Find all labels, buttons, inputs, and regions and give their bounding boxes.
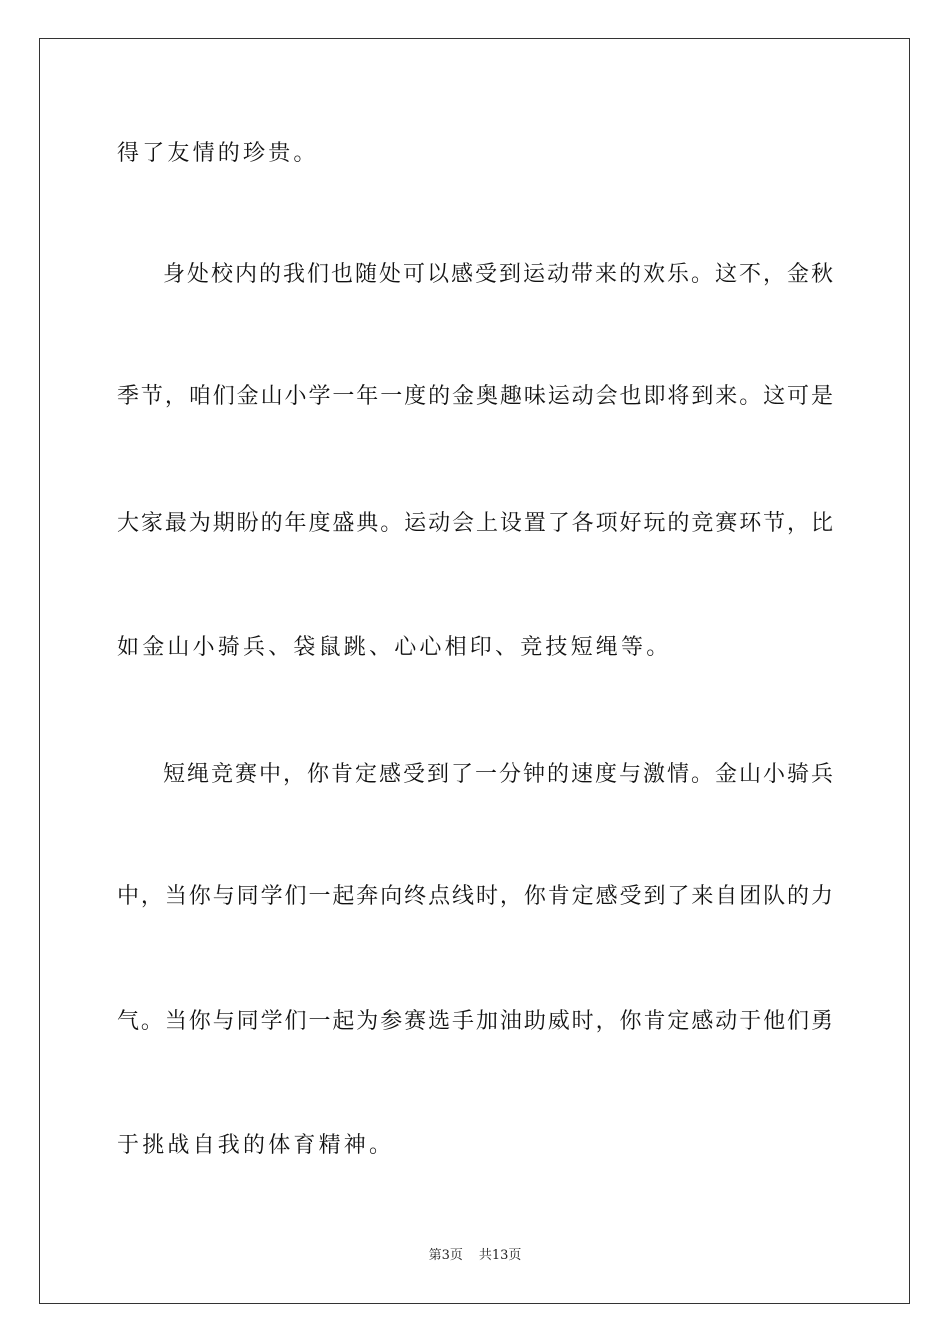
paragraph-line: 于挑战自我的体育精神。	[117, 1133, 395, 1158]
paragraph-line: 短绳竞赛中，你肯定感受到了一分钟的速度与激情。金山小骑兵	[163, 762, 833, 787]
paragraph-line: 得了友情的珍贵。	[117, 141, 319, 166]
page-footer	[0, 1247, 950, 1265]
paragraph-line: 大家最为期盼的年度盛典。运动会上设置了各项好玩的竞赛环节，比	[117, 511, 833, 536]
paragraph-line: 如金山小骑兵、袋鼠跳、心心相印、竞技短绳等。	[117, 635, 672, 660]
page-total: 共13页	[478, 1248, 522, 1263]
page-border	[39, 38, 910, 1304]
paragraph-line: 季节，咱们金山小学一年一度的金奥趣味运动会也即将到来。这可是	[117, 384, 833, 409]
paragraph-line: 气。当你与同学们一起为参赛选手加油助威时，你肯定感动于他们勇	[117, 1009, 833, 1034]
page-number: 第3页	[428, 1248, 463, 1263]
paragraph-line: 中，当你与同学们一起奔向终点线时，你肯定感受到了来自团队的力	[117, 884, 833, 909]
paragraph-line: 身处校内的我们也随处可以感受到运动带来的欢乐。这不，金秋	[163, 262, 833, 287]
